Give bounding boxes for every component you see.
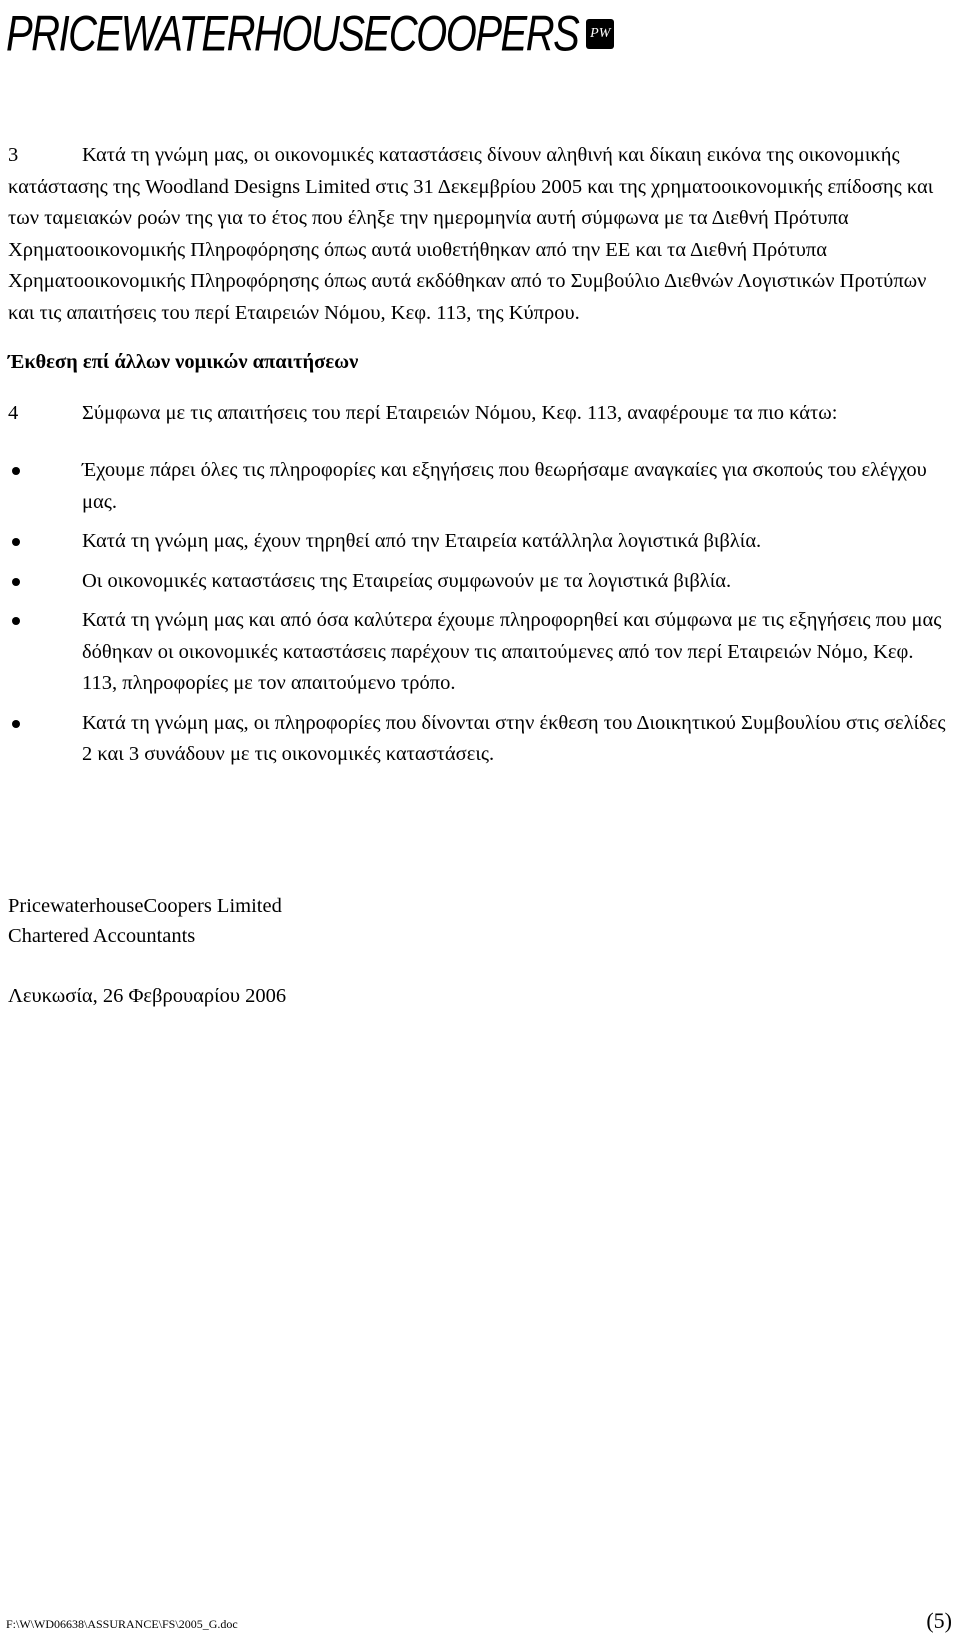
list-item-text: Κατά τη γνώμη μας και από όσα καλύτερα έχουμε πληροφορηθεί και σύμφωνα με τις εξηγήσεις που μας δόθηκαν οι οικονομικές καταστάσεις παρέχουν τις απαιτούμενες από τον περί Εταιρειών Νόμο, Κεφ. 113, πληροφορίες με τον απαιτούμενο τρόπο.: [82, 609, 942, 694]
bullet-icon: [12, 538, 20, 546]
file-path: F:\W\WD06638\ASSURANCE\FS\2005_G.doc: [6, 1617, 238, 1631]
list-item: [8, 526, 953, 558]
bullet-icon: [12, 467, 20, 475]
list-item-text: Οι οικονομικές καταστάσεις της Εταιρείας συμφωνούν με τα λογιστικά βιβλία.: [82, 569, 732, 592]
paragraph-number: 4: [8, 401, 19, 424]
section-heading: Έκθεση επί άλλων νομικών απαιτήσεων: [8, 351, 359, 373]
list-item: [8, 708, 953, 771]
list-item-text: Έχουμε πάρει όλες τις πληροφορίες και εξηγήσεις που θεωρήσαμε αναγκαίες για σκοπούς του ελέγχου μας.: [82, 459, 927, 513]
requirements-list: [8, 455, 953, 771]
list-item-text: Κατά τη γνώμη μας, οι πληροφορίες που δίνονται στην έκθεση του Διοικητικού Συμβουλίου στις σελίδες 2 και 3 συνάδουν με τις οικονομικές καταστάσεις.: [82, 711, 946, 765]
list-item: [8, 455, 953, 518]
paragraph-text: Σύμφωνα με τις απαιτήσεις του περί Εταιρειών Νόμου, Κεφ. 113, αναφέρουμε τα πιο κάτω:: [82, 401, 838, 424]
paragraph-4: [8, 398, 953, 430]
firm-name: PricewaterhouseCoopers Limited: [8, 894, 282, 917]
page-footer: [6, 1608, 952, 1634]
logo-seal-icon: PW: [586, 19, 614, 49]
firm-title: Chartered Accountants: [8, 924, 196, 947]
company-logo: [6, 2, 614, 66]
bullet-icon: [12, 578, 20, 586]
signature-date: Λευκωσία, 26 Φεβρουαρίου 2006: [8, 984, 287, 1007]
bullet-icon: [12, 720, 20, 728]
paragraph-text: Κατά τη γνώμη μας, οι οικονομικές καταστάσεις δίνουν αληθινή και δίκαιη εικόνα της οικονομικής κατάστασης της Woodland Designs Limited στις 31 Δεκεμβρίου 2005 και της χρηματοοικονομικής επίδοσης και των ταμειακών ροών της για το έτος που έληξε την ημερομηνία αυτή σύμφωνα με τα Διεθνή Πρότυπα Χρηματοοικονομικής Πληροφόρησης όπως αυτά υιοθετήθηκαν από την ΕΕ και τα Διεθνή Πρότυπα Χρηματοοικονομικής Πληροφόρησης όπως αυτά εκδόθηκαν από το Συμβούλιο Διεθνών Λογιστικών Προτύπων και τις απαιτήσεις του περί Εταιρειών Νόμου, Κεφ. 113, της Κύπρου.: [8, 144, 934, 324]
bullet-icon: [12, 617, 20, 625]
list-item-text: Κατά τη γνώμη μας, έχουν τηρηθεί από την Εταιρεία κατάλληλα λογιστικά βιβλία.: [82, 530, 762, 552]
logo-wordmark: PRICEWATERHOUSECOOPERS: [6, 6, 579, 62]
list-item: [8, 566, 953, 598]
signature-block: [8, 891, 953, 1011]
paragraph-number: 3: [8, 144, 19, 166]
page-number: (5): [926, 1608, 952, 1633]
paragraph-3: [8, 140, 953, 329]
document-body: [8, 140, 953, 1011]
list-item: [8, 605, 953, 700]
